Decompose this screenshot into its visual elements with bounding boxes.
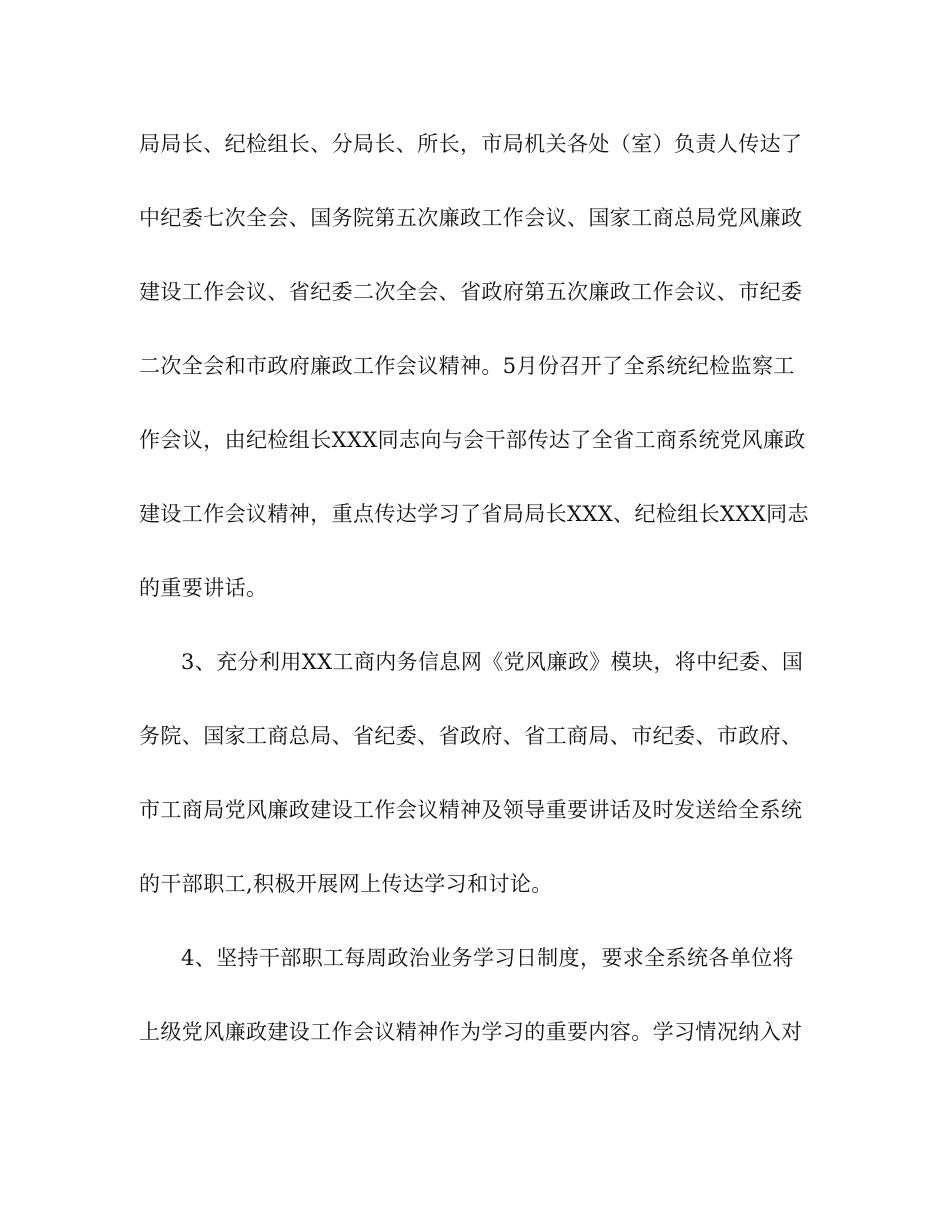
paragraph-3-line-1: 3、充分利用XX工商内务信息网《党风廉政》模块，将中纪委、国 (181, 650, 804, 674)
text-line-1: 局局长、纪检组长、分局长、所长，市局机关各处（室）负责人传达了 (139, 132, 803, 156)
paragraph-3-line-2: 务院、国家工商总局、省纪委、省政府、省工商局、市纪委、市政府、 (139, 724, 803, 748)
text-line-7: 的重要讲话。 (139, 576, 268, 600)
text-line-6: 建设工作会议精神，重点传达学习了省局局长XXX、纪检组长XXX同志 (139, 502, 809, 526)
text-line-3: 建设工作会议、省纪委二次全会、省政府第五次廉政工作会议、市纪委 (139, 280, 803, 304)
paragraph-4-line-2: 上级党风廉政建设工作会议精神作为学习的重要内容。学习情况纳入对 (139, 1020, 803, 1044)
paragraph-3-line-4: 的干部职工,积极开展网上传达学习和讨论。 (139, 872, 553, 896)
paragraph-4-line-1: 4、坚持干部职工每周政治业务学习日制度，要求全系统各单位将 (181, 946, 794, 970)
text-line-2: 中纪委七次全会、国务院第五次廉政工作会议、国家工商总局党风廉政 (139, 206, 803, 230)
paragraph-3-line-3: 市工商局党风廉政建设工作会议精神及领导重要讲话及时发送给全系统 (139, 798, 803, 822)
text-line-4: 二次全会和市政府廉政工作会议精神。5月份召开了全系统纪检监察工 (139, 354, 795, 378)
text-line-5: 作会议，由纪检组长XXX同志向与会干部传达了全省工商系统党风廉政 (139, 428, 806, 452)
